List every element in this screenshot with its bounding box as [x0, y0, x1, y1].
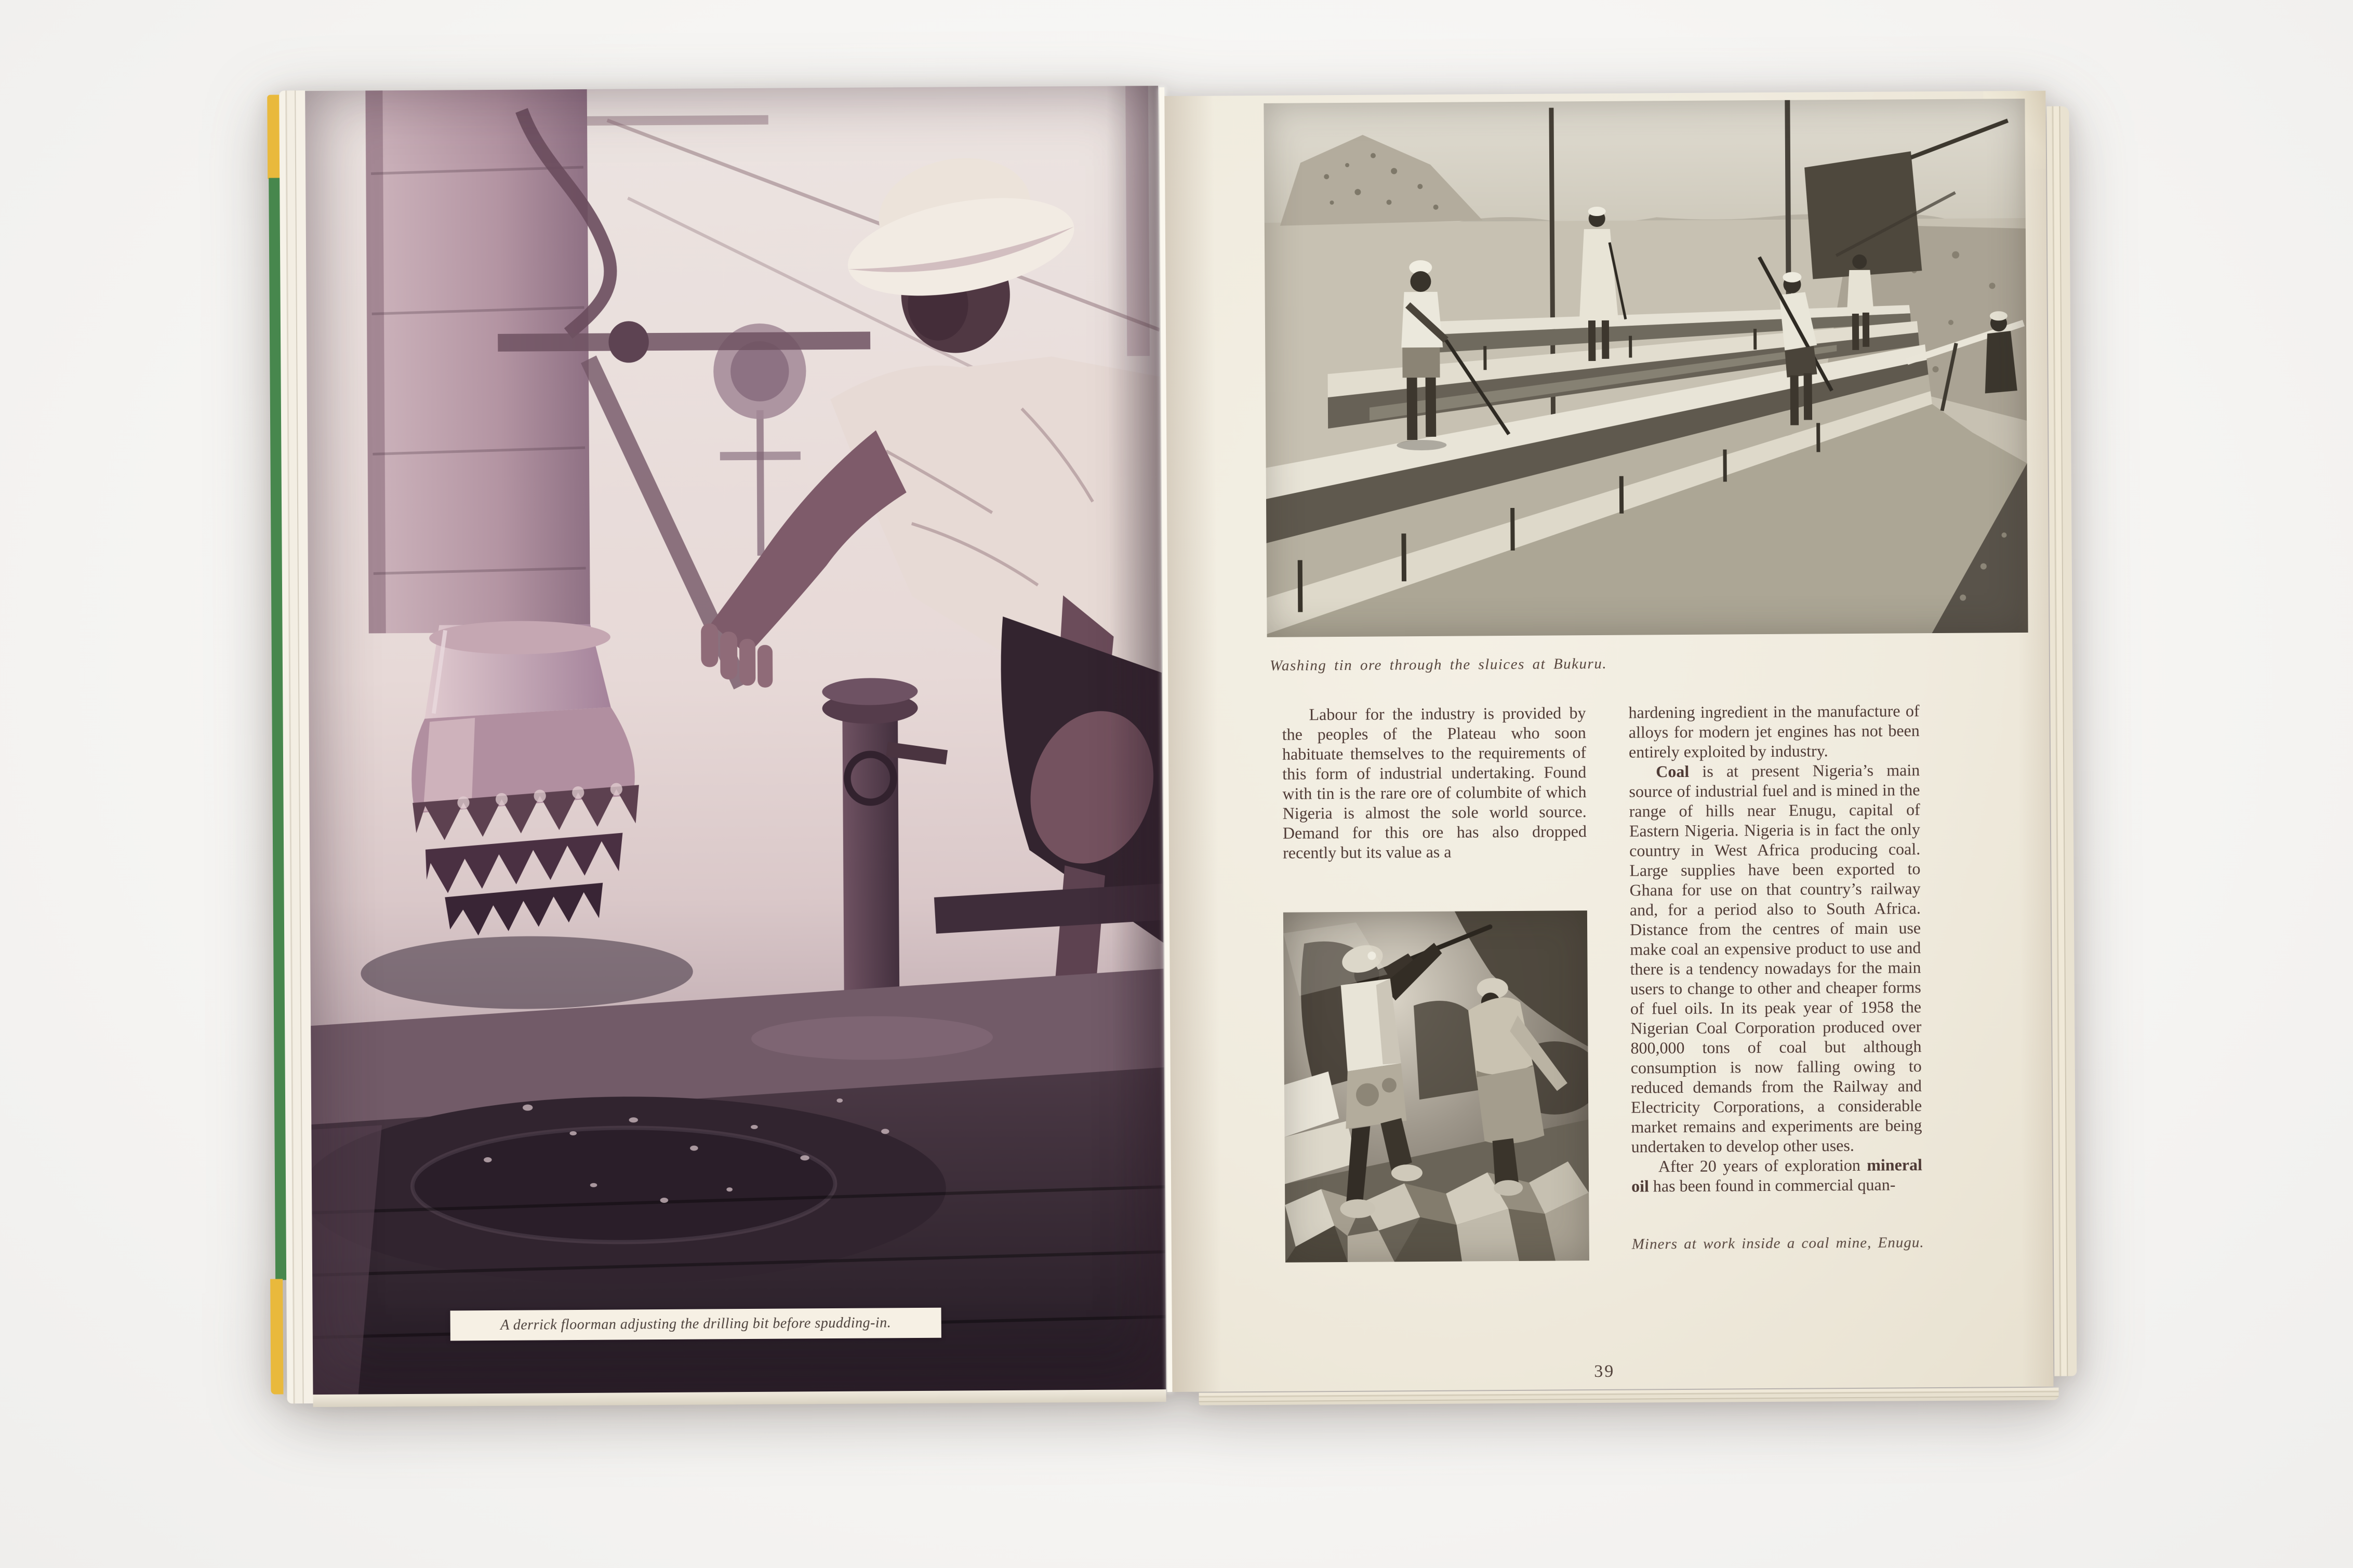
right-page — [1164, 91, 2053, 1392]
text-column-left — [1282, 703, 1587, 863]
bottom-photo-caption: Miners at work inside a coal mine, Enugu. — [1631, 1234, 1924, 1253]
derrick-floorman-photo — [305, 86, 1166, 1395]
page-number: 39 — [1594, 1361, 1615, 1382]
paragraph: hardening ingredient in the manufacture of alloys for modern jet engines has not been entirely exploited by industry. — [1628, 701, 1920, 761]
top-photo-caption: Washing tin ore through the sluices at Bukuru. — [1269, 655, 1607, 674]
cover-edge-yellow-bottom — [270, 1279, 283, 1394]
cover-edge-yellow-top — [267, 95, 280, 179]
left-photo-caption: A derrick floorman adjusting the drilling bit before spudding-in. — [450, 1308, 941, 1341]
text-column-right — [1628, 701, 1922, 1196]
paragraph: Labour for the industry is provided by the peoples of the Plateau who soon habituate themselves to the requirements of this form of industrial undertaking. Found with tin is the rare ore of columbite of which Nigeria is almost the sole world source. Demand for this ore has also dropped recently but its value as a — [1282, 703, 1587, 862]
paragraph: After 20 years of exploration mineral oil has been found in commercial quan- — [1631, 1155, 1922, 1196]
open-book — [266, 77, 2077, 1428]
coal-mine-photo — [1283, 910, 1589, 1263]
left-page — [305, 86, 1166, 1395]
paragraph: Coal is at present Nigeria’s main source of industrial fuel and is mined in the range of hills near Enugu, capital of Eastern Nigeria. Nigeria is in fact the only country in West Africa producing coal. Large supplies have been exported to Ghana for use on that country’s railway and, for a period also to South Africa. Distance from the centres of main use make coal an expensive product to use and there is a tendency nowadays for the main users to change to other and cheaper forms of fuel oils. In its peak year of 1958 the Nigerian Coal Corporation produced over 800,000 tons of coal but although consumption is now falling owing to reduced demands from the Railway and Electricity Corporations, a considerable market remains and experiments are being undertaken to develop other uses. — [1629, 760, 1922, 1156]
tin-sluices-photo — [1264, 99, 2028, 637]
gutter-shadow — [1106, 86, 1166, 1390]
